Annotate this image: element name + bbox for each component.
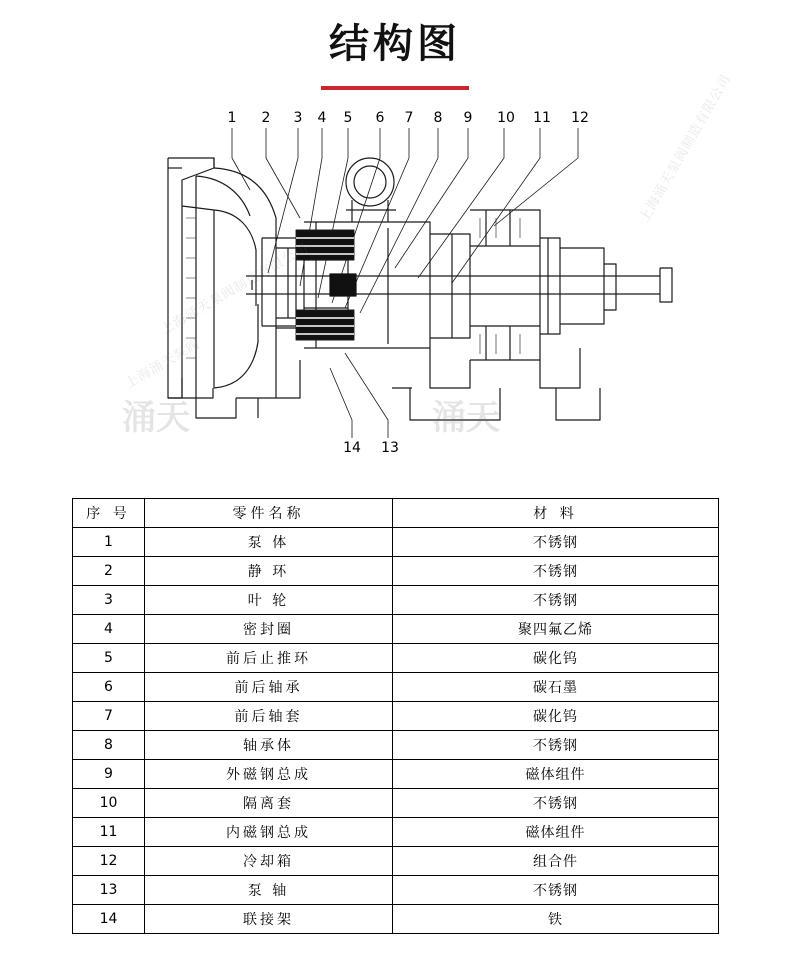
cell-material: 铁 [393,905,719,934]
header-material: 材 料 [393,499,719,528]
cell-material: 不锈钢 [393,586,719,615]
cell-material: 碳化钨 [393,702,719,731]
pump-drawing-svg [0,98,790,488]
table-row [73,760,719,789]
callout-5: 5 [343,110,353,126]
callout-number-group-bottom [343,440,399,456]
cell-no: 14 [73,905,145,934]
cell-name: 外磁钢总成 [145,760,393,789]
pump-shaft [246,274,600,296]
table-header-row [73,499,719,528]
cell-material: 不锈钢 [393,731,719,760]
table-row [73,731,719,760]
cell-no: 11 [73,818,145,847]
table-row [73,789,719,818]
parts-table [72,498,719,934]
cell-name: 静 环 [145,557,393,586]
pump-base [258,348,600,420]
callout-12: 12 [571,110,589,126]
cell-material: 碳石墨 [393,673,719,702]
cell-no: 10 [73,789,145,818]
cell-name: 泵 轴 [145,876,393,905]
header-serial-number: 序 号 [73,499,145,528]
table-row [73,644,719,673]
callout-13: 13 [381,440,399,456]
callout-3: 3 [293,110,303,126]
cell-name: 联接架 [145,905,393,934]
cell-material: 组合件 [393,847,719,876]
cell-no: 13 [73,876,145,905]
cell-name: 前后止推环 [145,644,393,673]
watermark-text-1: 上海涌天泵阀制造有限公司 [158,240,312,338]
cell-no: 12 [73,847,145,876]
cell-name: 密封圈 [145,615,393,644]
cell-material: 不锈钢 [393,528,719,557]
watermark-text-2: 上海涌天泵阀 [122,336,204,392]
callout-4: 4 [317,110,327,126]
cell-no: 3 [73,586,145,615]
cell-name: 内磁钢总成 [145,818,393,847]
callout-number-group-top [228,110,589,126]
cell-name: 冷却箱 [145,847,393,876]
callout-11: 11 [533,110,551,126]
callout-1: 1 [227,110,237,126]
watermark-logo-right: 涌天 [432,398,500,438]
table-row [73,702,719,731]
magnetic-drive-section [430,210,560,360]
watermark-logo-left: 涌天 [122,398,190,438]
callout-8: 8 [433,110,443,126]
table-row [73,586,719,615]
cell-no: 5 [73,644,145,673]
cell-material: 不锈钢 [393,557,719,586]
cell-name: 前后轴套 [145,702,393,731]
table-row [73,847,719,876]
header-part-name: 零件名称 [145,499,393,528]
cell-no: 9 [73,760,145,789]
cell-material: 不锈钢 [393,876,719,905]
cell-name: 泵 体 [145,528,393,557]
cell-material: 碳化钨 [393,644,719,673]
table-row [73,615,719,644]
callout-2: 2 [261,110,271,126]
cell-material: 磁体组件 [393,818,719,847]
cell-no: 2 [73,557,145,586]
cell-no: 6 [73,673,145,702]
motor-side-flange [560,248,672,324]
cell-name: 轴承体 [145,731,393,760]
pump-cross-section-diagram [0,71,790,488]
table-row [73,528,719,557]
page-title: 结构图 [329,21,461,67]
leader-lines [232,128,578,438]
title-block [0,0,790,90]
callout-9: 9 [463,110,473,126]
table-row [73,876,719,905]
pump-casing [196,158,296,418]
cooling-box [346,158,396,222]
cell-name: 前后轴承 [145,673,393,702]
cell-material: 不锈钢 [393,789,719,818]
table-row [73,557,719,586]
cell-material: 聚四氟乙烯 [393,615,719,644]
callout-6: 6 [375,110,385,126]
title-underline [321,86,469,90]
callout-14: 14 [343,440,361,456]
callout-10: 10 [497,110,515,126]
cell-material: 磁体组件 [393,760,719,789]
cell-no: 8 [73,731,145,760]
parts-table-wrap [0,488,790,950]
cell-no: 4 [73,615,145,644]
cell-no: 1 [73,528,145,557]
cell-name: 叶 轮 [145,586,393,615]
table-row [73,818,719,847]
cell-no: 7 [73,702,145,731]
table-row [73,673,719,702]
table-row [73,905,719,934]
watermark-text-3: 上海涌天泵阀制造有限公司 [637,71,735,226]
callout-7: 7 [404,110,414,126]
cell-name: 隔离套 [145,789,393,818]
